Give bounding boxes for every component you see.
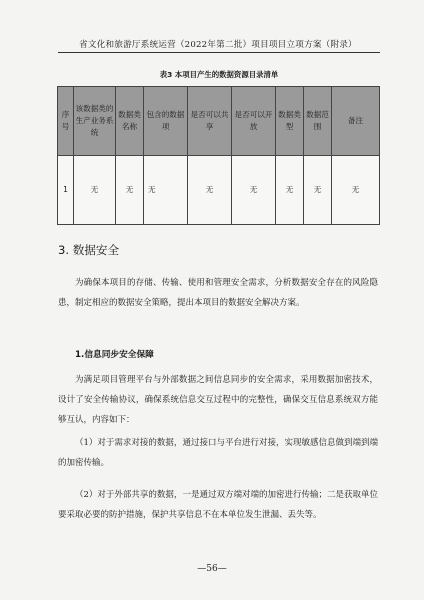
cell-class-name: 无 [116, 156, 144, 225]
list-item-interface-docking: （1）对于需求对接的数据，通过接口与平台进行对接，实现敏感信息做到端到端的加密传输。 [58, 438, 378, 468]
table-row [58, 156, 380, 225]
col-header-data-items: 包含的数据项 [144, 87, 188, 156]
col-header-class-name: 数据类名称 [116, 87, 144, 156]
data-resource-table [57, 86, 380, 225]
section-intro: 为确保本项目的存储、传输、使用和管理安全需求，分析数据安全存在的风险隐患，制定相应的数据安全策略，提出本项目的数据安全解决方案。 [58, 278, 378, 308]
cell-data-scope: 无 [304, 156, 332, 225]
col-header-index: 序号 [58, 87, 74, 156]
section-heading: 3. 数据安全 [58, 243, 120, 257]
col-header-source-system: 该数据类的生产业务系统 [74, 87, 116, 156]
cell-data-items: 无 [144, 156, 188, 225]
col-header-data-scope: 数据范围 [304, 87, 332, 156]
col-header-remarks: 备注 [332, 87, 380, 156]
table-title: 表3 本项目产生的数据资源目录清单 [159, 70, 279, 79]
col-header-shareable: 是否可以共享 [188, 87, 232, 156]
subsection-heading: 1.信息同步安全保障 [75, 350, 154, 360]
page-number: —56— [197, 564, 227, 574]
header-rule [58, 52, 380, 53]
cell-data-type: 无 [276, 156, 304, 225]
page-header: 省文化和旅游厅系统运营（2022年第二批）项目项目立项方案（附录） [79, 40, 357, 50]
cell-remarks: 无 [332, 156, 380, 225]
list-item-external-sharing: （2）对于外部共享的数据，一是通过双方端对端的加密进行传输；二是获取单位要采取必要的防护措施，保护共享信息不在本单位发生泄漏、丢失等。 [58, 490, 378, 520]
cell-source-system: 无 [74, 156, 116, 225]
col-header-openable: 是否可以开放 [232, 87, 276, 156]
cell-index: 1 [58, 156, 74, 225]
paragraph-sync-requirements: 为满足项目管理平台与外部数据之间信息同步的安全需求，采用数据加密技术，设计了安全传输协议，确保系统信息交互过程中的完整性，确保交互信息系统双方能够互认，内容如下： [58, 375, 378, 425]
cell-shareable: 无 [188, 156, 232, 225]
col-header-data-type: 数据类型 [276, 87, 304, 156]
cell-openable: 无 [232, 156, 276, 225]
table-header-row [58, 87, 380, 156]
